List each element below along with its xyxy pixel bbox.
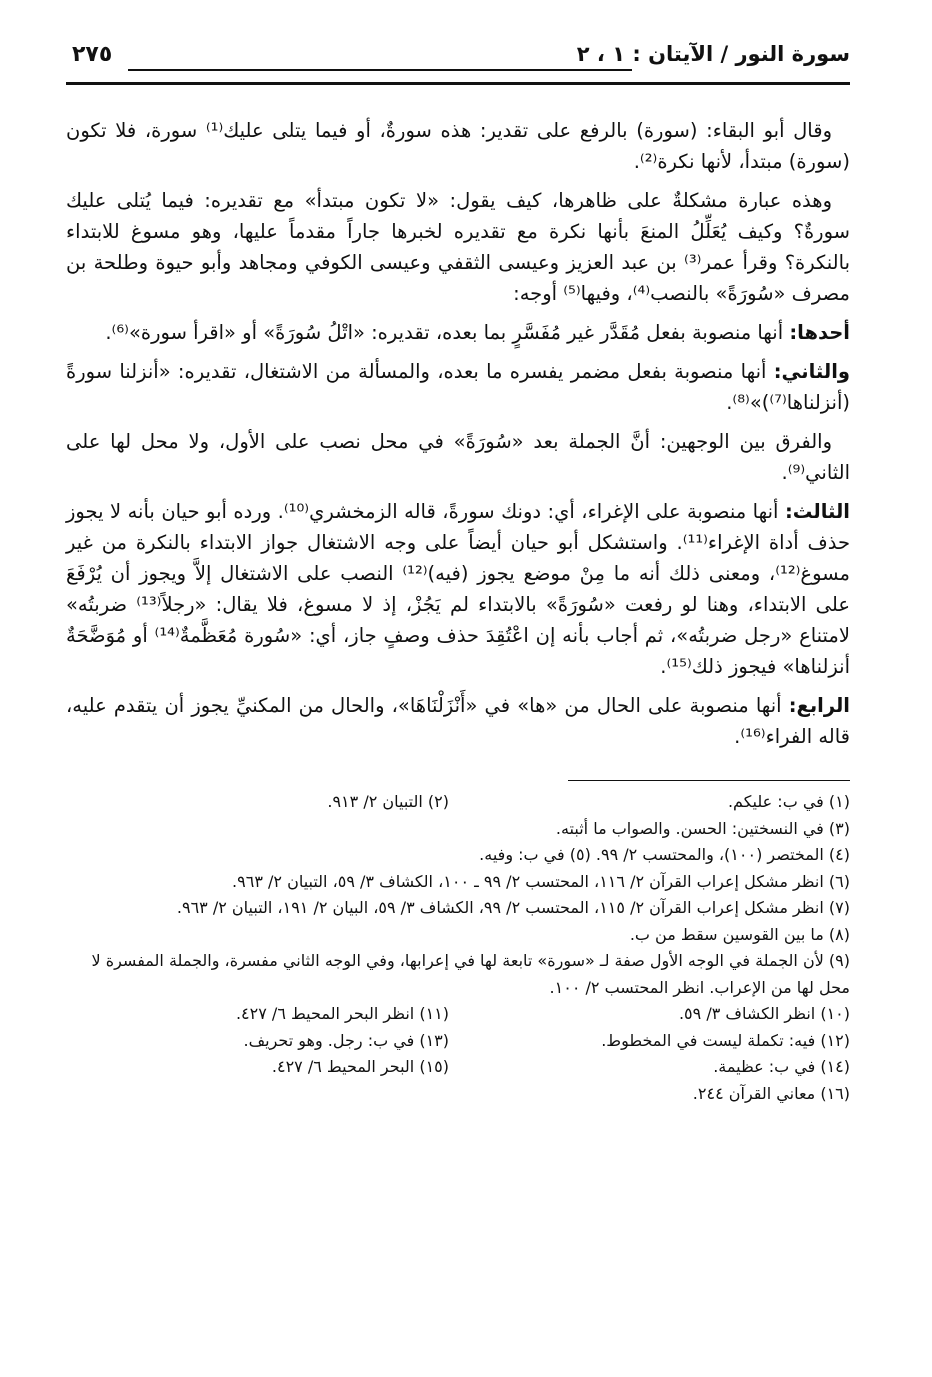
page-header	[66, 40, 850, 85]
footnote-row-14-15	[66, 1054, 850, 1081]
footnote-3: (٣) في النسختين: الحسن. والصواب ما أثبته.	[555, 818, 850, 838]
paragraph-abu-al-baqa: وقال أبو البقاء: (سورة) بالرفع على تقدير: هذه سورةٌ، أو فيما يتلى عليك⁽¹⁾ سورة، فلا تكون (سورة) مبتدأ، لأنها نكرة⁽²⁾.	[66, 119, 850, 173]
footnote-divider	[568, 780, 850, 781]
footnote-14: (١٤) في ب: عظيمة.	[713, 1057, 850, 1076]
footnote-11: (١١) انظر البحر المحيط ٦/ ٤٢٧.	[235, 1004, 449, 1023]
paragraph-explanation: وهذه عبارة مشكلةٌ على ظاهرها، كيف يقول: «لا تكون مبتدأ» مع تقديره: فيما يُتلى عليك سورةٌ؟ وكيف يُعَلِّلُ المنعَ بأنها نكرة مع تقديره لخبرها جاراً مقدماً عليها، وهو مسوغ للابتداء بالنكرة؟ وقرأ عمر⁽³⁾ بن عبد العزيز وعيسى الثقفي وعيسى الكوفي ومجاهد وأبو حيوة وطلحة بن مصرف «سُورَةً» بالنصب⁽⁴⁾، وفيها⁽⁵⁾ أوجه:	[66, 189, 850, 305]
footnote-16: (١٦) معاني القرآن ٢٤٤.	[692, 1083, 850, 1103]
footnote-10: (١٠) انظر الكشاف ٣/ ٥٩.	[678, 1004, 850, 1023]
point-second	[66, 356, 850, 418]
footnote-13: (١٣) في ب: رجل. وهو تحريف.	[243, 1030, 449, 1050]
point-third	[66, 496, 850, 682]
point-first-lead: أحدها:	[789, 321, 850, 344]
footnote-15: (١٥) البحر المحيط ٦/ ٤٢٧.	[271, 1057, 449, 1076]
running-title: سورة النور / الآيتان : ١ ، ٢	[576, 42, 850, 66]
point-first	[66, 317, 850, 348]
footnote-row-12-13	[66, 1028, 850, 1055]
footnote-2: (٢) التبيان ٢/ ٩١٣.	[327, 792, 449, 811]
point-fourth-lead: الرابع:	[788, 694, 850, 717]
page-number: ٢٧٥	[72, 42, 113, 67]
point-third-text: أنها منصوبة على الإغراء، أي: دونك سورةً، قاله الزمخشري⁽¹⁰⁾. ورده أبو حيان بأنه لا يجوز حذف أداة الإغراء⁽¹¹⁾. واستشكل أبو حيان أيضاً على وجه الاشتغال جواز الابتداء بالنكرة من غير مسوغ⁽¹²⁾، ومعنى ذلك أنه ما مِنْ موضع يجوز (فيه)⁽¹²⁾ النصب على الاشتغال إلاَّ ويجوز أن يُرْفَعَ على الابتداء، وهنا لو رفعت «سُورَةً» بالابتداء لم يَجُزْ، إذ لا مسوغ، فلا يقال: «رجلاً⁽¹³⁾ ضربتُه» لامتناع «رجل ضربتُه»، ثم أجاب بأنه إن اعْتُقِدَ حذف وصفٍ جاز، أي: «سُورة مُعَظَّمةٌ⁽¹⁴⁾ أو مُوَضَّحَةٌ أنزلناها» فيجوز ذلك⁽¹⁵⁾.	[66, 500, 850, 678]
footnote-4-5: (٤) المختصر (١٠٠)، والمحتسب ٢/ ٩٩. (٥) في ب: وفيه.	[479, 845, 850, 864]
paragraph-difference: والفرق بين الوجهين: أنَّ الجملة بعد «سُورَةً» في محل نصب على الأول، ولا محل لها على الثاني⁽⁹⁾.	[66, 430, 850, 484]
point-second-text: أنها منصوبة بفعل مضمر يفسره ما بعده، والمسألة من الاشتغال، تقديره: «أنزلنا سورةً (أنزلناها⁽⁷⁾)»⁽⁸⁾.	[66, 360, 850, 414]
footnote-9: (٩) لأن الجملة في الوجه الأول صفة لـ «سورة» تابعة لها في إعرابها، وفي الوجه الثاني مفسرة، والجملة المفسرة لا محل لها من الإعراب. انظر المحتسب ٢/ ١٠٠.	[91, 951, 850, 997]
footnote-row-10-11	[66, 1001, 850, 1028]
document-page	[66, 40, 850, 1107]
header-rule	[128, 69, 632, 71]
footnote-6: (٦) انظر مشكل إعراب القرآن ٢/ ١١٦، المحتسب ٢/ ٩٩ ـ ١٠٠، الكشاف ٣/ ٥٩، التبيان ٢/ ٩٦٣.	[232, 871, 850, 891]
footnote-12: (١٢) فيه: تكملة ليست في المخطوط.	[601, 1030, 850, 1050]
point-first-text: أنها منصوبة بفعل مُقَدَّر غير مُفَسَّرٍ بما بعده، تقديره: «اتْلُ سُورَةً» أو «اقرأ سورة»⁽⁶⁾.	[105, 321, 784, 344]
footnotes	[66, 789, 850, 1107]
footnote-7: (٧) انظر مشكل إعراب القرآن ٢/ ١١٥، المحتسب ٢/ ٩٩، الكشاف ٣/ ٥٩، البيان ٢/ ١٩١، التبيان ٢/ ٩٦٣.	[176, 898, 850, 917]
footnote-1: (١) في ب: عليكم.	[727, 792, 850, 811]
point-third-lead: الثالث:	[784, 500, 850, 523]
footnote-8: (٨) ما بين القوسين سقط من ب.	[629, 924, 850, 944]
footnote-row-1-2	[66, 789, 850, 816]
point-second-lead: والثاني:	[773, 360, 851, 383]
point-fourth	[66, 690, 850, 752]
point-fourth-text: أنها منصوبة على الحال من «ها» في «أَنْزَلْنَاهَا»، والحال من المكنيِّ يجوز أن يتقدم عليه، قاله الفراء⁽¹⁶⁾.	[66, 694, 850, 748]
main-text	[66, 115, 850, 752]
